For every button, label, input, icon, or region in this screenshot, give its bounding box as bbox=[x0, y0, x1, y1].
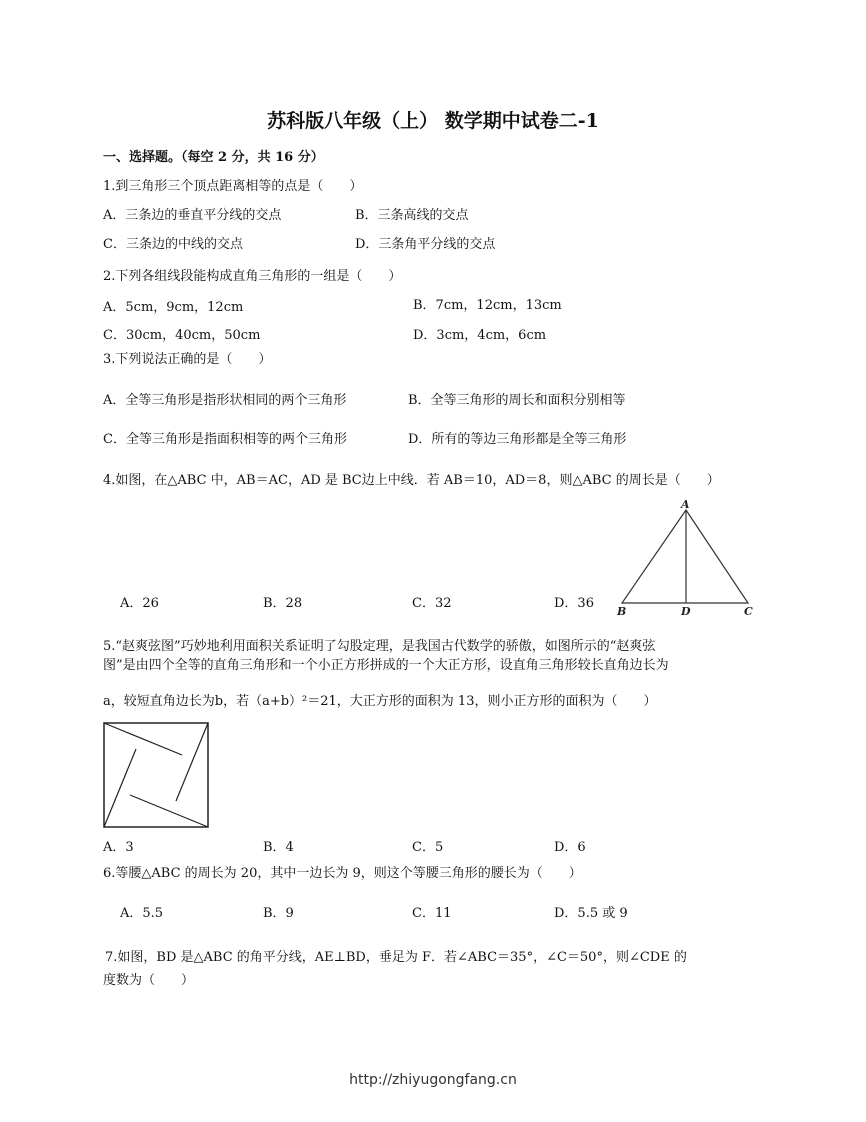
question-5-option-b: B．4 bbox=[263, 840, 294, 855]
question-5-option-c: C．5 bbox=[412, 840, 444, 855]
question-4-stem: 4.如图，在△ABC 中，AB＝AC，AD 是 BC边上中线．若 AB＝10，AD＝8，则△ABC 的周长是（ ） bbox=[103, 473, 720, 488]
question-6-option-d: D．5.5 或 9 bbox=[554, 906, 628, 921]
question-4-option-a: A．26 bbox=[120, 596, 159, 611]
question-3-option-c: C．全等三角形是指面积相等的两个三角形 bbox=[103, 432, 347, 447]
footer-url: http://zhiyugongfang.cn bbox=[349, 1072, 517, 1088]
vertex-label-c: C bbox=[744, 605, 753, 618]
question-2-option-a: A．5cm，9cm，12cm bbox=[103, 300, 244, 315]
question-4-option-b: B．28 bbox=[263, 596, 303, 611]
question-6-option-c: C．11 bbox=[412, 906, 452, 921]
question-3-stem: 3.下列说法正确的是（ ） bbox=[103, 352, 272, 367]
question-2-option-c: C．30cm，40cm，50cm bbox=[103, 328, 261, 343]
section-heading: 一、选择题。（每空 2 分，共 16 分） bbox=[103, 150, 324, 165]
zhao-shuang-diagram bbox=[103, 722, 209, 828]
question-3-option-a: A．全等三角形是指形状相同的两个三角形 bbox=[103, 393, 347, 408]
question-3-option-b: B．全等三角形的周长和面积分别相等 bbox=[408, 393, 626, 408]
question-5-stem-line-2: 图”是由四个全等的直角三角形和一个小正方形拼成的一个大正方形，设直角三角形较长直角边长为 bbox=[103, 658, 669, 673]
question-6-option-a: A．5.5 bbox=[120, 906, 164, 921]
question-7-stem-line-1: 7.如图，BD 是△ABC 的角平分线，AE⊥BD，垂足为 F．若∠ABC＝35°，∠C＝50°，则∠CDE 的 bbox=[105, 950, 687, 965]
question-2-option-d: D．3cm，4cm，6cm bbox=[413, 328, 547, 343]
question-6-stem: 6.等腰△ABC 的周长为 20，其中一边长为 9，则这个等腰三角形的腰长为（ ） bbox=[103, 866, 582, 881]
question-3-option-d: D．所有的等边三角形都是全等三角形 bbox=[408, 432, 627, 447]
question-1-option-b: B．三条高线的交点 bbox=[355, 208, 469, 223]
question-1-option-c: C．三条边的中线的交点 bbox=[103, 237, 243, 252]
question-6-option-b: B．9 bbox=[263, 906, 294, 921]
vertex-label-d: D bbox=[681, 605, 691, 618]
question-2-stem: 2.下列各组线段能构成直角三角形的一组是（ ） bbox=[103, 269, 402, 284]
question-4-option-c: C．32 bbox=[412, 596, 452, 611]
triangle-abc-figure bbox=[610, 496, 760, 621]
question-1-option-d: D．三条角平分线的交点 bbox=[355, 237, 496, 252]
question-1-stem: 1.到三角形三个顶点距离相等的点是（ ） bbox=[103, 179, 363, 194]
question-5-option-a: A．3 bbox=[103, 840, 134, 855]
question-4-option-d: D．36 bbox=[554, 596, 594, 611]
vertex-label-b: B bbox=[617, 605, 627, 618]
question-2-option-b: B．7cm，12cm，13cm bbox=[413, 298, 562, 313]
page-title: 苏科版八年级（上） 数学期中试卷二-1 bbox=[267, 110, 599, 132]
question-5-option-d: D．6 bbox=[554, 840, 586, 855]
question-5-stem-line-1: 5.“赵爽弦图”巧妙地利用面积关系证明了勾股定理，是我国古代数学的骄傲，如图所示的“赵爽弦 bbox=[103, 639, 656, 654]
question-5-stem-line-3: a，较短直角边长为b，若（a+b）²＝21，大正方形的面积为 13，则小正方形的面积为（ ） bbox=[103, 694, 657, 709]
question-7-stem-line-2: 度数为（ ） bbox=[103, 973, 195, 988]
vertex-label-a: A bbox=[681, 498, 690, 511]
question-1-option-a: A．三条边的垂直平分线的交点 bbox=[103, 208, 282, 223]
